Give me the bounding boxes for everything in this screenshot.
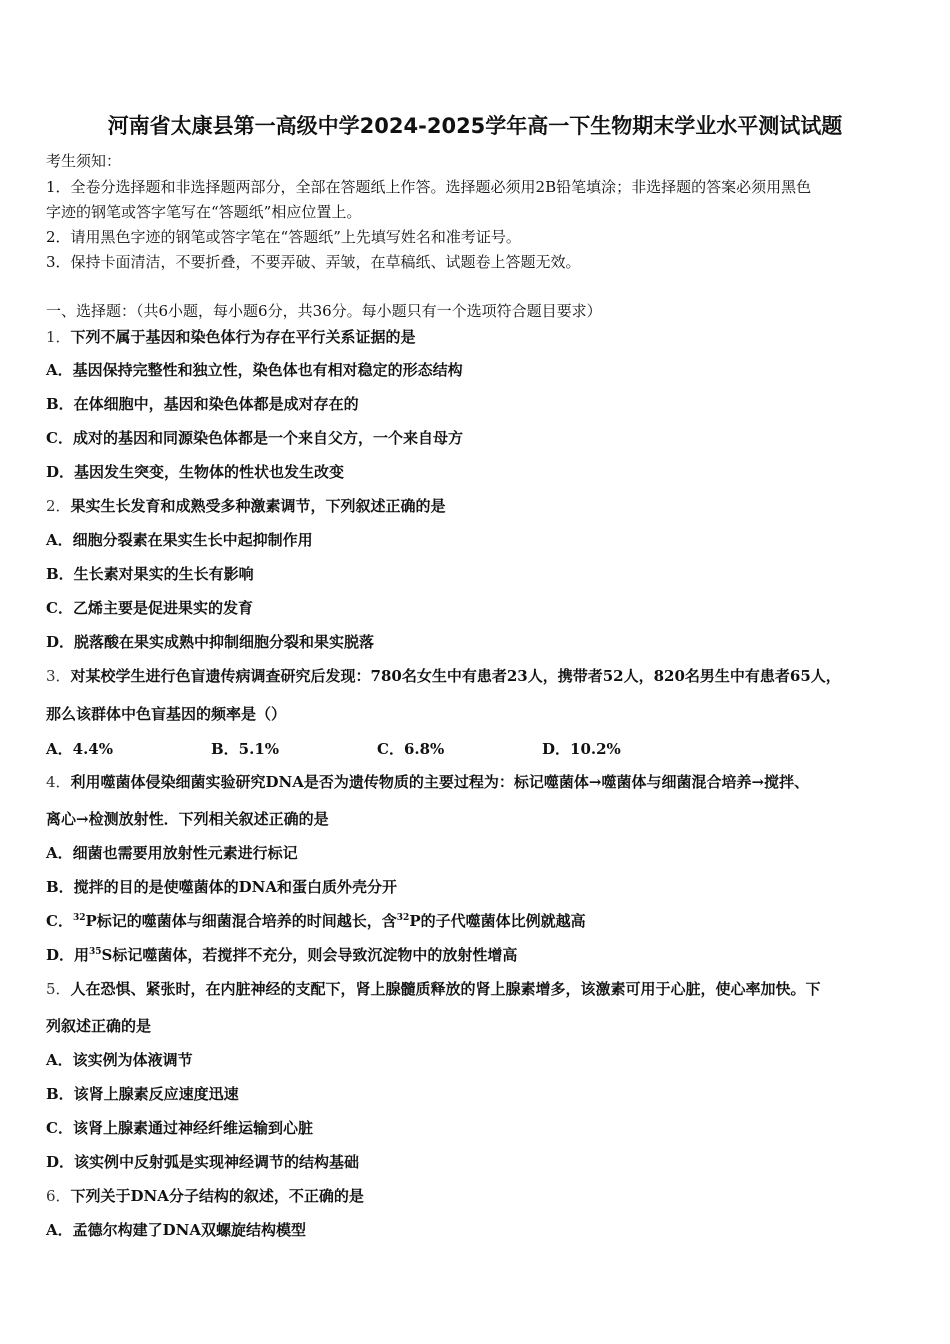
q3-option-c: C．6.8% xyxy=(377,740,445,758)
question-4-stem-cont: 离心→检测放射性．下列相关叙述正确的是 xyxy=(46,810,329,828)
question-4 xyxy=(46,772,809,792)
q3-option-b: B．5.1% xyxy=(211,740,280,758)
option-label: D．用 xyxy=(46,946,90,964)
q5-option-a: A．该实例为体液调节 xyxy=(46,1051,193,1069)
question-6 xyxy=(46,1186,364,1206)
notice-item-3: 3．保持卡面清洁，不要折叠，不要弄破、弄皱，在草稿纸、试题卷上答题无效。 xyxy=(46,253,581,271)
notice-item-1: 1．全卷分选择题和非选择题两部分，全部在答题纸上作答。选择题必须用2B铅笔填涂；非选择题的答案必须用黑色 xyxy=(46,178,812,196)
question-5-stem-cont: 列叙述正确的是 xyxy=(46,1017,152,1035)
question-3-stem-cont: 那么该群体中色盲基因的频率是（） xyxy=(46,705,287,723)
q4-option-d xyxy=(46,945,517,965)
question-number: 3． xyxy=(46,667,71,685)
option-text: S标记噬菌体，若搅拌不充分，则会导致沉淀物中的放射性增高 xyxy=(101,946,518,964)
notice-heading: 考生须知： xyxy=(46,152,122,170)
notice-item-2: 2．请用黑色字迹的钢笔或答字笔在“答题纸”上先填写姓名和准考证号。 xyxy=(46,228,521,246)
question-stem: 下列关于DNA分子结构的叙述，不正确的是 xyxy=(70,1187,364,1205)
question-2 xyxy=(46,496,446,516)
mass-number: 32 xyxy=(72,913,86,923)
q1-option-c: C．成对的基因和同源染色体都是一个来自父方，一个来自母方 xyxy=(46,429,463,447)
question-number: 2． xyxy=(46,497,71,515)
q5-option-b: B．该肾上腺素反应速度迅速 xyxy=(46,1085,239,1103)
q1-option-d: D．基因发生突变，生物体的性状也发生改变 xyxy=(46,463,345,481)
option-label: C． xyxy=(46,912,73,930)
section-heading: 一、选择题：（共6小题，每小题6分，共36分。每小题只有一个选项符合题目要求） xyxy=(46,302,602,320)
question-1 xyxy=(46,327,416,347)
option-text: P标记的噬菌体与细菌混合培养的时间越长，含 xyxy=(85,912,397,930)
question-number: 5． xyxy=(46,980,71,998)
q3-option-a: A．4.4% xyxy=(46,740,113,758)
question-stem: 果实生长发育和成熟受多种激素调节，下列叙述正确的是 xyxy=(70,497,446,515)
question-3 xyxy=(46,666,841,686)
page-title: 河南省太康县第一高级中学2024-2025学年高一下生物期末学业水平测试试题 xyxy=(107,114,843,138)
q6-option-a: A．孟德尔构建了DNA双螺旋结构模型 xyxy=(46,1221,306,1239)
q3-option-d: D．10.2% xyxy=(542,740,621,758)
question-number: 4． xyxy=(46,773,71,791)
option-text: P的子代噬菌体比例就越高 xyxy=(409,912,586,930)
q4-option-a: A．细菌也需要用放射性元素进行标记 xyxy=(46,844,298,862)
question-stem: 下列不属于基因和染色体行为存在平行关系证据的是 xyxy=(70,328,416,346)
q1-option-b: B．在体细胞中，基因和染色体都是成对存在的 xyxy=(46,395,359,413)
q2-option-d: D．脱落酸在果实成熟中抑制细胞分裂和果实脱落 xyxy=(46,633,375,651)
question-5 xyxy=(46,979,821,999)
mass-number: 32 xyxy=(396,913,410,923)
q2-option-c: C．乙烯主要是促进果实的发育 xyxy=(46,599,253,617)
question-stem: 人在恐惧、紧张时，在内脏神经的支配下，肾上腺髓质释放的肾上腺素增多，该激素可用于心脏，使心率加快。下 xyxy=(70,980,821,998)
question-number: 1． xyxy=(46,328,71,346)
question-number: 6． xyxy=(46,1187,71,1205)
q2-option-a: A．细胞分裂素在果实生长中起抑制作用 xyxy=(46,531,313,549)
notice-item-1-cont: 字迹的钢笔或答字笔写在“答题纸”相应位置上。 xyxy=(46,203,362,221)
q4-option-b: B．搅拌的目的是使噬菌体的DNA和蛋白质外壳分开 xyxy=(46,878,398,896)
q4-option-c xyxy=(46,911,586,931)
q2-option-b: B．生长素对果实的生长有影响 xyxy=(46,565,254,583)
question-stem: 对某校学生进行色盲遗传病调查研究后发现：780名女生中有患者23人，携带者52人，820名男生中有患者65人， xyxy=(70,667,841,685)
question-stem: 利用噬菌体侵染细菌实验研究DNA是否为遗传物质的主要过程为：标记噬菌体→噬菌体与细菌混合培养→搅拌、 xyxy=(70,773,810,791)
q1-option-a: A．基因保持完整性和独立性，染色体也有相对稳定的形态结构 xyxy=(46,361,463,379)
q5-option-c: C．该肾上腺素通过神经纤维运输到心脏 xyxy=(46,1119,313,1137)
mass-number: 35 xyxy=(89,947,102,957)
q5-option-d: D．该实例中反射弧是实现神经调节的结构基础 xyxy=(46,1153,360,1171)
